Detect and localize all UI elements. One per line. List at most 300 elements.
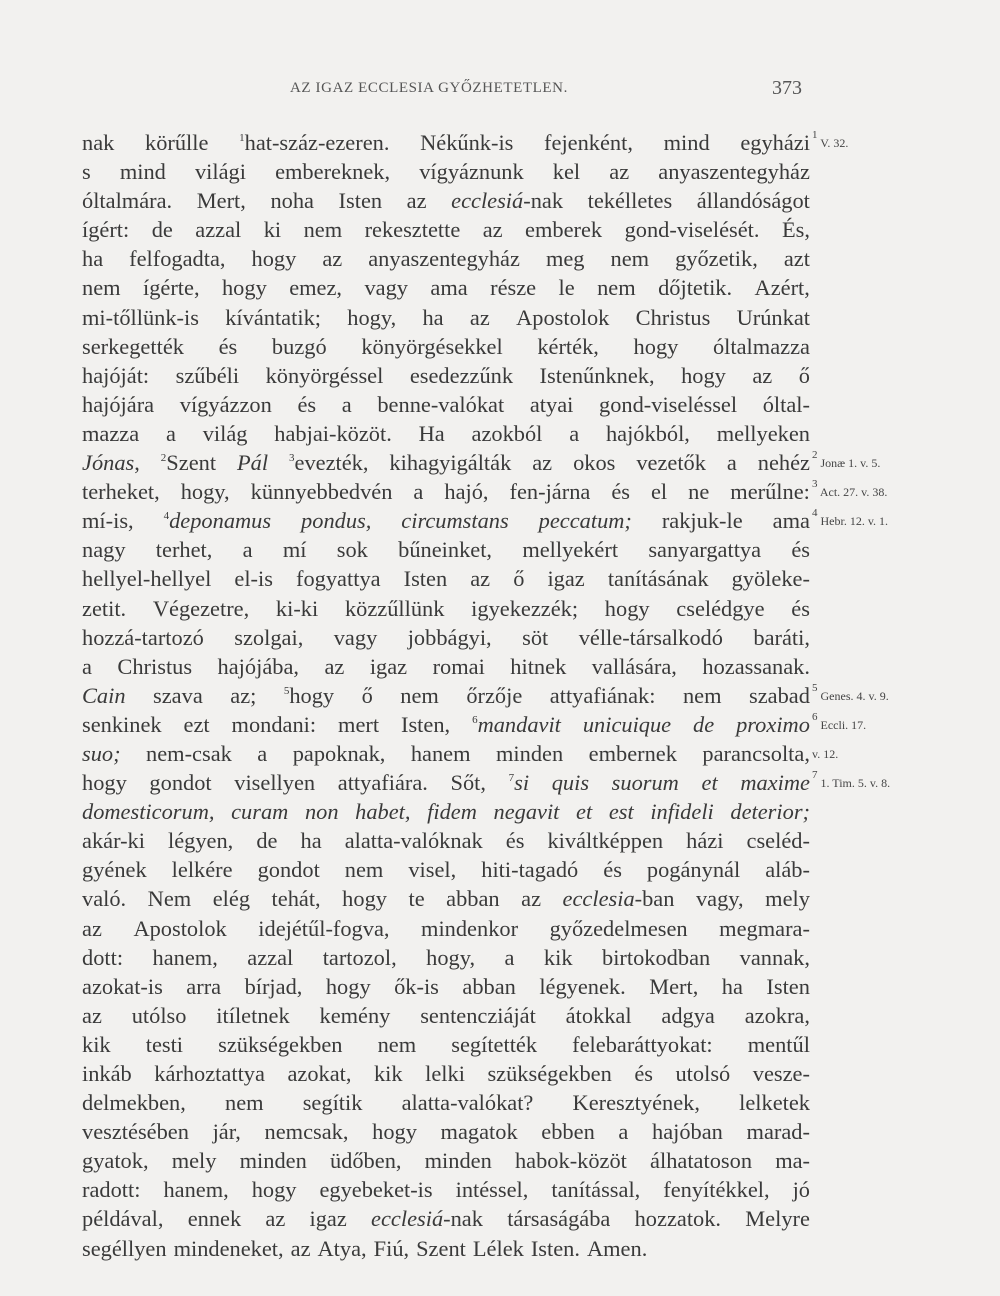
- word: $^3$evezték,: [289, 450, 369, 476]
- word: hajóját:: [82, 362, 150, 388]
- word: vesztésében: [82, 1119, 189, 1145]
- text-line: [82, 1088, 810, 1117]
- word: felfogadta,: [129, 246, 226, 272]
- word: nem-csak: [146, 740, 232, 766]
- word: Isten: [338, 188, 383, 214]
- word: és: [603, 857, 622, 883]
- word: a: [726, 450, 737, 476]
- word: hogy: [604, 595, 650, 621]
- word: sok: [336, 537, 368, 563]
- word: lelketek: [739, 1090, 810, 1116]
- word: nagy: [82, 537, 126, 563]
- word: ígérte,: [142, 275, 200, 301]
- word: nem: [344, 857, 384, 883]
- word: nem: [682, 682, 722, 708]
- word: és: [297, 391, 317, 417]
- text-line: [82, 361, 810, 390]
- word: az: [82, 915, 102, 941]
- word: segítik: [302, 1090, 363, 1116]
- word: kel: [552, 159, 581, 185]
- word: nem: [82, 275, 121, 301]
- word: ennek: [187, 1206, 242, 1232]
- word: hogy: [221, 275, 267, 301]
- text-line: [82, 157, 810, 186]
- word: igaz: [547, 566, 585, 592]
- word: üdőben,: [329, 1148, 402, 1174]
- word: ne: [688, 479, 710, 505]
- word: jó: [792, 1177, 810, 1203]
- word: Mert,: [196, 188, 246, 214]
- word: minden: [239, 1148, 307, 1174]
- text-line: [82, 390, 810, 419]
- body-text: [82, 128, 810, 1263]
- text-line: [82, 943, 810, 972]
- text-line: [82, 1001, 810, 1030]
- word: a: [257, 740, 268, 766]
- word: $^2$Szent: [160, 450, 217, 476]
- word: de: [693, 711, 715, 737]
- word: tanításának: [607, 566, 709, 592]
- word: óltal-: [762, 391, 810, 417]
- word: le: [558, 275, 575, 301]
- word: körűlle: [145, 130, 209, 155]
- word: hanem,: [163, 1177, 229, 1203]
- word: hogy: [82, 770, 127, 796]
- word: Nem: [147, 886, 192, 912]
- word: Cain: [82, 682, 126, 708]
- word: Nékűnk-is: [420, 130, 514, 155]
- word: gyatok,: [82, 1148, 149, 1174]
- text-line: [82, 1059, 810, 1088]
- word: tartozol,: [322, 944, 397, 970]
- word: Lélek: [472, 1235, 524, 1261]
- text-line: [82, 506, 810, 535]
- word: Apostolok: [516, 304, 610, 330]
- word: könyörgéssel: [265, 362, 384, 388]
- word: mondani:: [231, 711, 317, 737]
- word: ecclesia-ban: [562, 886, 675, 912]
- word: hozzatok.: [634, 1206, 722, 1232]
- word: vezetők: [636, 450, 706, 476]
- text-line: [82, 623, 810, 652]
- word: curam: [231, 799, 289, 825]
- running-title: AZ IGAZ ECCLESIA GYŐZHETETLEN.: [290, 80, 568, 96]
- word: arra: [186, 973, 222, 999]
- text-line: [82, 303, 810, 332]
- word: az: [482, 217, 503, 243]
- word: az: [324, 653, 345, 679]
- margin-note: $^4$ Hebr. 12. v. 1.: [812, 507, 889, 529]
- word: és: [611, 479, 630, 505]
- word: szolgai,: [234, 624, 304, 650]
- word: anyaszentegyház: [368, 246, 520, 272]
- word: azokat,: [287, 1061, 352, 1086]
- text-line: [82, 244, 810, 273]
- word: része: [490, 275, 537, 301]
- word: fogyattya: [296, 566, 381, 592]
- word: ecclesiá-nak: [371, 1206, 483, 1232]
- margin-note: $^2$ Jonæ 1. v. 5.: [812, 449, 881, 471]
- word: sentencziáját: [420, 1002, 536, 1028]
- word: gondot: [257, 857, 320, 883]
- word: cselédgye: [676, 595, 765, 621]
- word: szükségekben: [218, 1031, 343, 1057]
- word: azzal: [195, 217, 242, 243]
- word: kárhoztattya: [154, 1061, 265, 1086]
- word: terheket,: [82, 479, 160, 505]
- word: szabad: [749, 682, 810, 708]
- word: anyaszentegyház: [658, 159, 810, 185]
- word: et: [576, 799, 593, 825]
- text-line: [82, 914, 810, 943]
- word: ha: [300, 828, 322, 854]
- word: hajóban: [652, 1119, 723, 1145]
- word: az: [532, 450, 553, 476]
- word: sanyargattya: [648, 537, 762, 563]
- word: okos: [573, 450, 616, 476]
- text-line: [82, 1204, 810, 1233]
- word: mind: [663, 130, 710, 155]
- word: az: [290, 1235, 311, 1261]
- word: infideli: [650, 799, 714, 825]
- text-line: [82, 884, 810, 913]
- word: vallására,: [591, 653, 677, 679]
- word: társaságába: [507, 1206, 611, 1232]
- word: adgya: [661, 1002, 715, 1028]
- word: lelkére: [171, 857, 233, 883]
- word: dőjtetik.: [658, 275, 733, 301]
- word: $^6$mandavit: [472, 711, 561, 737]
- word: lelki: [425, 1061, 465, 1086]
- word: pondus,: [301, 508, 372, 534]
- word: mentűl: [747, 1031, 810, 1057]
- word: a: [165, 420, 176, 446]
- word: attyafiának:: [549, 682, 656, 708]
- word: deterior;: [730, 799, 810, 825]
- word: Ha: [418, 420, 445, 446]
- word: rakjuk-le: [661, 508, 743, 534]
- word: igaz: [369, 653, 408, 679]
- word: embernek: [588, 740, 677, 766]
- word: emberek: [525, 217, 603, 243]
- word: azokat-is: [82, 973, 163, 999]
- word: mert: [338, 711, 380, 737]
- word: a: [341, 391, 352, 417]
- word: Fiú,: [373, 1235, 410, 1261]
- word: magatok: [440, 1119, 518, 1145]
- word: domesticorum,: [82, 799, 215, 825]
- word: légyenek.: [539, 973, 626, 999]
- word: ebben: [541, 1119, 595, 1145]
- text-line: [82, 419, 810, 448]
- text-line: [82, 710, 810, 739]
- word: fejenként,: [544, 130, 633, 155]
- word: papoknak,: [292, 740, 386, 766]
- word: hajókból,: [605, 420, 690, 446]
- word: hogy,: [180, 479, 230, 505]
- word: hiti-tagadó: [481, 857, 579, 883]
- word: atyai: [529, 391, 574, 417]
- word: egyebeket-is: [319, 1177, 433, 1203]
- margin-note: $^3$ Act. 27. v. 38.: [812, 478, 888, 500]
- word: ő: [513, 566, 525, 592]
- word: a: [82, 653, 92, 679]
- word: az: [521, 886, 542, 912]
- text-line: [82, 652, 810, 681]
- word: est: [608, 799, 634, 825]
- word: nem: [225, 1090, 264, 1116]
- word: hajójára: [82, 391, 155, 417]
- word: gyének: [82, 857, 147, 883]
- word: könyörgésekkel: [361, 333, 503, 359]
- word: vannak,: [739, 944, 810, 970]
- word: utólso: [131, 1002, 187, 1028]
- word: hozassanak.: [702, 653, 810, 679]
- word: minden: [496, 740, 564, 766]
- word: gyöleke-: [731, 566, 810, 592]
- word: ígért:: [82, 217, 130, 243]
- word: az;: [230, 682, 257, 708]
- word: mely: [765, 886, 810, 912]
- word: nak: [82, 130, 115, 155]
- text-line: [82, 739, 810, 768]
- word: Mert,: [649, 973, 699, 999]
- word: jár,: [212, 1119, 241, 1145]
- text-line: [82, 564, 810, 593]
- word: nem: [610, 246, 650, 272]
- word: győzetik,: [675, 246, 758, 272]
- word: hanem,: [152, 944, 218, 970]
- word: és: [791, 595, 810, 621]
- word: hanem: [410, 740, 471, 766]
- word: való.: [82, 886, 127, 912]
- word: mi-tőllünk-is: [82, 304, 199, 330]
- word: Amen.: [586, 1235, 648, 1261]
- word: Keresztyének,: [572, 1090, 700, 1116]
- word: non: [304, 799, 339, 825]
- word: világi: [194, 159, 246, 185]
- word: ama: [772, 508, 810, 534]
- word: ha: [82, 246, 104, 272]
- word: suo;: [82, 740, 121, 766]
- word: példával,: [82, 1206, 164, 1232]
- word: az: [406, 188, 427, 214]
- word: kiváltképpen: [547, 828, 664, 854]
- word: nem: [400, 682, 439, 708]
- word: igaz: [309, 1206, 347, 1232]
- text-line: [82, 681, 810, 710]
- word: Sőt,: [450, 770, 486, 796]
- word: mellyeken: [716, 420, 810, 446]
- word: Urúnkat: [736, 304, 810, 330]
- word: akár-ki: [82, 828, 145, 854]
- word: fenyítékkel,: [663, 1177, 770, 1203]
- word: aláb-: [765, 857, 810, 883]
- word: Végezetre,: [152, 595, 250, 621]
- word: kik: [543, 944, 573, 970]
- word: romai: [432, 653, 485, 679]
- word: elég: [212, 886, 251, 912]
- word: el: [650, 479, 668, 505]
- word: peccatum;: [538, 508, 632, 534]
- word: mí-is,: [82, 508, 134, 534]
- word: bűneinket,: [398, 537, 493, 563]
- word: Isten,: [401, 711, 451, 737]
- word: senkinek: [82, 711, 162, 737]
- word: segéllyen: [82, 1235, 167, 1261]
- word: abban: [446, 886, 500, 912]
- word: Isten.: [530, 1235, 580, 1261]
- word: gond-viselését.: [624, 217, 760, 243]
- word: $^7$si: [508, 770, 530, 796]
- word: megmara-: [719, 915, 810, 941]
- text-line: [82, 826, 810, 855]
- word: kik: [373, 1061, 403, 1086]
- word: felebaráttyokat:: [572, 1031, 713, 1057]
- word: azokra,: [744, 1002, 810, 1028]
- word: delmekben,: [82, 1090, 186, 1116]
- word: szűbéli: [175, 362, 240, 388]
- word: hogy: [251, 1177, 297, 1203]
- word: hogy: [251, 246, 297, 272]
- word: baráti,: [753, 624, 810, 650]
- text-line: [82, 448, 810, 477]
- word: Atya,: [317, 1235, 367, 1261]
- word: a: [242, 537, 253, 563]
- word: állandóságot: [696, 188, 810, 214]
- word: suorum: [611, 770, 679, 796]
- word: rekesztette: [364, 217, 461, 243]
- word: az: [609, 159, 630, 185]
- word: itíletnek: [216, 1002, 290, 1028]
- word: ama: [430, 275, 468, 301]
- word: testi: [145, 1031, 184, 1057]
- word: ki-ki: [275, 595, 319, 621]
- word: hajó,: [444, 479, 489, 505]
- word: hogy: [633, 333, 679, 359]
- word: alatta-valóknak: [344, 828, 483, 854]
- word: marad-: [746, 1119, 810, 1145]
- word: de: [256, 828, 278, 854]
- word: idejétűl-fogva,: [258, 915, 390, 941]
- word: radott:: [82, 1177, 141, 1203]
- margin-note: $^7$ 1. Tim. 5. v. 8.: [812, 769, 891, 791]
- word: maxime: [740, 770, 810, 796]
- word: noha: [270, 188, 314, 214]
- word: cseléd-: [746, 828, 810, 854]
- word: utolsó: [675, 1061, 731, 1086]
- word: őrzője: [466, 682, 523, 708]
- text-line: [82, 1146, 810, 1175]
- word: proximo: [736, 711, 810, 737]
- word: ha: [422, 304, 444, 330]
- word: ha: [721, 973, 743, 999]
- word: ő: [361, 682, 373, 708]
- text-line: [82, 1175, 810, 1204]
- word: Christus: [635, 304, 711, 330]
- word: mindenkor: [421, 915, 519, 941]
- word: és: [505, 828, 525, 854]
- margin-note: $^6$ Eccli. 17.: [812, 711, 867, 732]
- word: és: [791, 537, 810, 563]
- word: Apostolok: [133, 915, 227, 941]
- word: azt: [783, 246, 810, 272]
- word: Melyre: [745, 1206, 810, 1232]
- word: kívántatik;: [225, 304, 321, 330]
- word: ő: [798, 362, 810, 388]
- word: $^1$hat-száz-ezeren.: [239, 130, 390, 155]
- word: tehát,: [271, 886, 321, 912]
- word: mely: [171, 1148, 217, 1174]
- word: terhet,: [155, 537, 213, 563]
- word: És,: [781, 217, 810, 243]
- word: habjai-közöt.: [274, 420, 392, 446]
- word: inkáb: [82, 1061, 132, 1086]
- word: circumstans: [401, 508, 509, 534]
- word: jobbágyi,: [407, 624, 492, 650]
- word: merűlne:: [730, 479, 810, 505]
- word: Istenűnknek,: [539, 362, 655, 388]
- word: nem: [303, 217, 343, 243]
- word: vagy: [364, 275, 408, 301]
- word: átokkal: [565, 1002, 632, 1028]
- word: attyafiára.: [337, 770, 428, 796]
- word: igyekezzék;: [471, 595, 579, 621]
- word: et: [701, 770, 718, 796]
- word: hitnek: [510, 653, 567, 679]
- word: fidem: [427, 799, 477, 825]
- text-line: [82, 768, 810, 797]
- word: hogy,: [426, 944, 476, 970]
- word: s: [82, 159, 91, 185]
- word: vagy: [333, 624, 378, 650]
- word: unicuique: [582, 711, 672, 737]
- word: azokból: [471, 420, 543, 446]
- word: szava: [153, 682, 203, 708]
- text-line: [82, 273, 810, 302]
- word: mellyekért: [522, 537, 619, 563]
- word: a: [504, 944, 515, 970]
- word: vesze-: [752, 1061, 810, 1086]
- word: hogy: [372, 1119, 417, 1145]
- word: mí: [282, 537, 307, 563]
- word: de: [151, 217, 173, 243]
- word: te: [408, 886, 425, 912]
- word: hogy,: [347, 304, 397, 330]
- word: el-is: [234, 566, 273, 592]
- word: hajójába,: [217, 653, 299, 679]
- word: söt: [522, 624, 549, 650]
- word: minden: [424, 1148, 492, 1174]
- word: dott:: [82, 944, 124, 970]
- text-line: [82, 855, 810, 884]
- word: ők-is: [394, 973, 439, 999]
- word: segítették: [451, 1031, 538, 1057]
- word: nehéz: [757, 450, 810, 476]
- text-line: [82, 1030, 810, 1059]
- word: kihagyigálták: [389, 450, 512, 476]
- margin-note: $^5$ Genes. 4. v. 9.: [812, 681, 889, 703]
- word: kik: [82, 1031, 111, 1057]
- word: benne-valókat: [377, 391, 505, 417]
- word: pogánynál: [646, 857, 741, 883]
- word: quis: [551, 770, 590, 796]
- word: óltalmazza: [712, 333, 810, 359]
- word: serkegették: [82, 333, 184, 359]
- word: habet,: [355, 799, 411, 825]
- word: kérték,: [537, 333, 599, 359]
- text-line: [82, 535, 810, 564]
